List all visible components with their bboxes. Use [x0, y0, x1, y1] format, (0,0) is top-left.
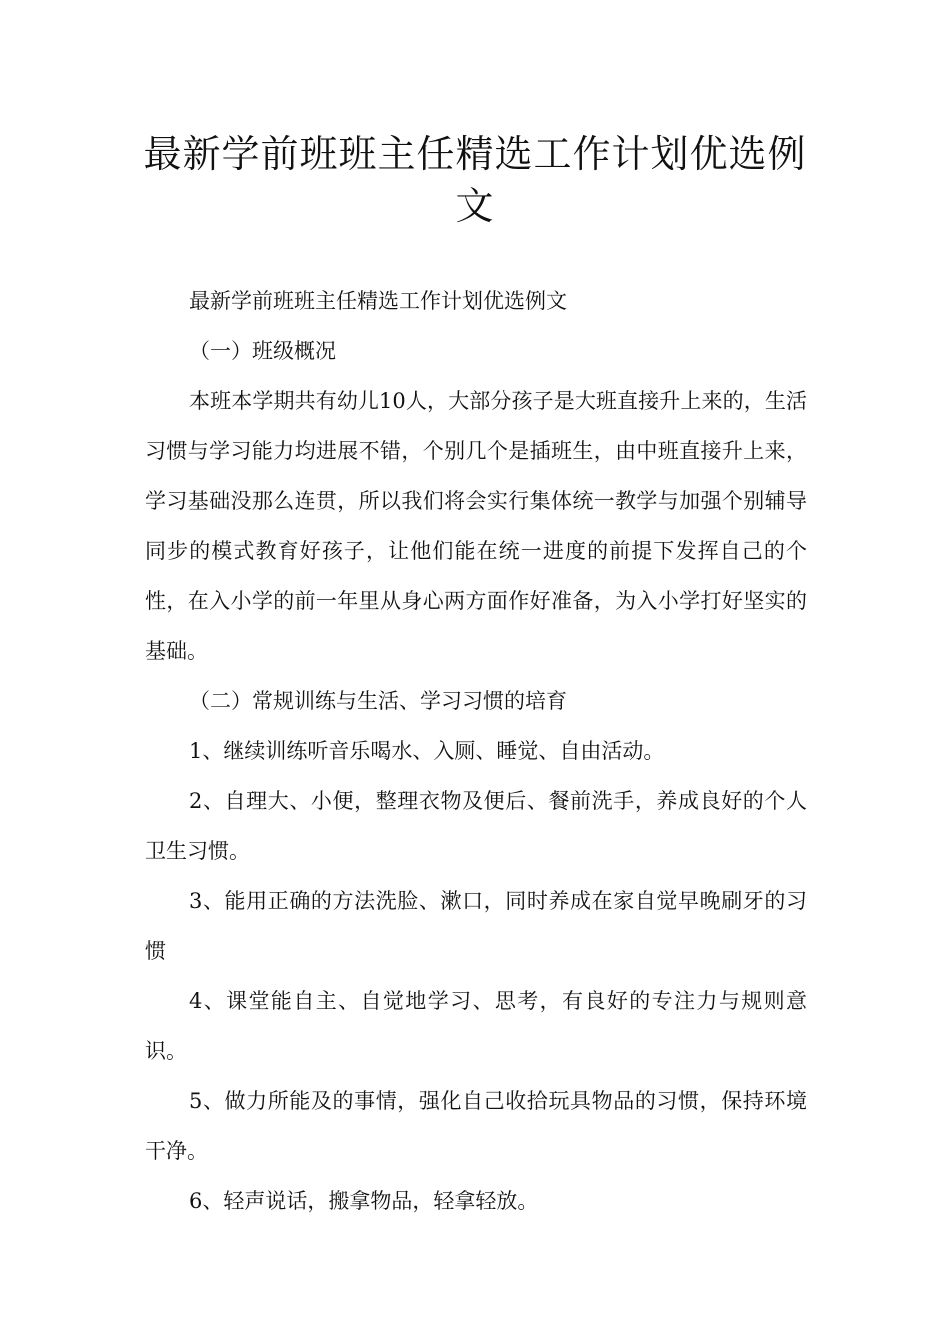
- list-item: 2、自理大、小便，整理衣物及便后、餐前洗手，养成良好的个人卫生习惯。: [145, 789, 807, 863]
- paragraph-subtitle: 最新学前班班主任精选工作计划优选例文: [189, 289, 567, 313]
- section-heading-class-overview: （一）班级概况: [189, 339, 336, 363]
- list-item: 3、能用正确的方法洗脸、漱口，同时养成在家自觉早晚刷牙的习惯: [145, 889, 807, 963]
- list-item: 4、课堂能自主、自觉地学习、思考，有良好的专注力与规则意识。: [145, 989, 807, 1063]
- list-item: 1、继续训练听音乐喝水、入厕、睡觉、自由活动。: [189, 739, 665, 763]
- document-title: 最新学前班班主任精选工作计划优选例文: [143, 132, 807, 228]
- list-item: 6、轻声说话，搬拿物品，轻拿轻放。: [189, 1189, 539, 1213]
- list-item: 5、做力所能及的事情，强化自己收拾玩具物品的习惯，保持环境干净。: [145, 1089, 807, 1163]
- document-body: [145, 276, 807, 1226]
- paragraph-class-overview: 本班本学期共有幼儿10人，大部分孩子是大班直接升上来的，生活习惯与学习能力均进展不错，个别几个是插班生，由中班直接升上来，学习基础没那么连贯，所以我们将会实行集体统一教学与加强个别辅导同步的模式教育好孩子，让他们能在统一进度的前提下发挥自己的个性，在入小学的前一年里从身心两方面作好准备，为入小学打好坚实的基础。: [145, 389, 807, 663]
- section-heading-routine-training: （二）常规训练与生活、学习习惯的培育: [189, 689, 567, 713]
